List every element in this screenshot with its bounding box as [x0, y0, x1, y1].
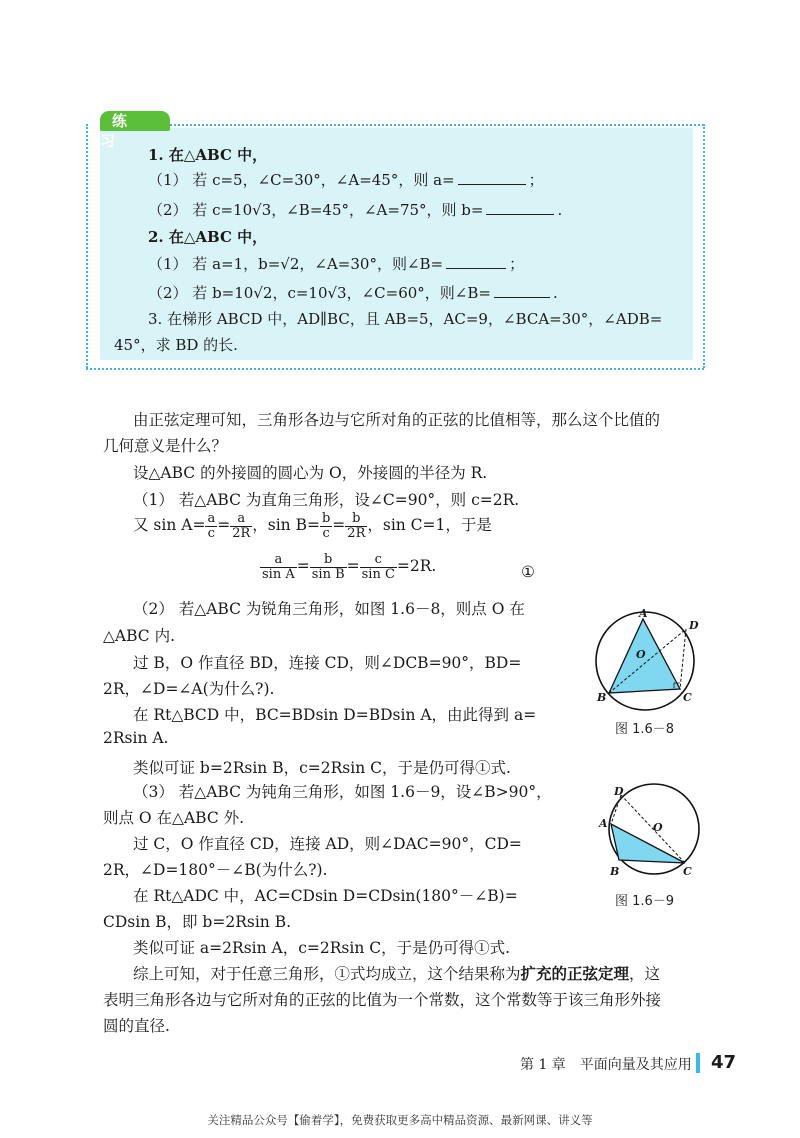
label-a: A — [639, 608, 648, 620]
figure-1-6-9 — [595, 782, 715, 882]
figure-1-6-8-caption: 图 1.6－8 — [615, 722, 675, 737]
practice-q2-1 — [148, 253, 524, 274]
para-5-line-2: △ABC 内. — [103, 627, 176, 645]
fraction-numerator: a — [260, 553, 297, 568]
fraction-denominator: sin C — [361, 566, 395, 582]
triangle-abc — [611, 824, 685, 863]
equation-1 — [260, 553, 436, 581]
para-13-tail: ，这 — [629, 965, 661, 983]
label-c: C — [683, 865, 692, 878]
fraction-denominator: c — [207, 525, 215, 541]
practice-q1-2 — [148, 199, 562, 220]
para-2: 设△ABC 的外接圆的圆心为 O，外接圆的半径为 R. — [133, 464, 488, 482]
fraction — [320, 512, 332, 540]
practice-q1-1-end: ； — [528, 171, 544, 189]
fraction-denominator: sin A — [262, 566, 295, 582]
fraction — [310, 553, 347, 581]
para-13-line-2: 表明三角形各边与它所对角的正弦的比值为一个常数，这个常数等于该三角形外接 — [103, 991, 662, 1009]
page-number: 47 — [711, 1052, 737, 1073]
practice-q2-2 — [148, 282, 558, 303]
chapter-title: 第 1 章 平面向量及其应用 — [520, 1057, 692, 1073]
fraction — [345, 512, 367, 540]
fraction — [360, 553, 397, 581]
figure-1-6-8 — [590, 608, 720, 718]
para-4-lead: 又 sin A= — [133, 516, 206, 535]
practice-q1-2-end: . — [557, 201, 563, 219]
practice-top-border — [170, 124, 704, 126]
answer-blank[interactable] — [486, 200, 554, 215]
para-4 — [133, 512, 492, 540]
para-10-line-2: 2R，∠D=180°－∠B(为什么?). — [103, 861, 328, 879]
fraction-numerator: b — [321, 511, 331, 526]
segment-cd — [680, 629, 686, 689]
practice-bottom-border — [86, 368, 704, 370]
label-o: O — [653, 821, 663, 834]
label-b: B — [610, 865, 620, 878]
practice-left-border — [86, 124, 88, 368]
practice-q1-1 — [148, 169, 544, 190]
para-4-sinb: ，sin B= — [252, 516, 320, 535]
practice-q2-2-text: （2） 若 b=10√2，c=10√3，∠C=60°，则∠B= — [148, 284, 491, 302]
para-8: 类似可证 b=2Rsin B，c=2Rsin C，于是仍可得①式. — [133, 759, 511, 777]
fraction-denominator: 2R — [232, 525, 251, 541]
answer-blank[interactable] — [446, 254, 506, 269]
para-1-line-2: 几何意义是什么？ — [103, 437, 228, 455]
equals: = — [296, 557, 310, 576]
fraction — [230, 512, 252, 540]
answer-blank[interactable] — [494, 283, 550, 298]
para-11-line-2: CDsin B，即 b=2Rsin B. — [103, 913, 292, 931]
para-10-line-1: 过 C，O 作直径 CD，连接 AD，则∠DAC=90°，CD= — [133, 835, 522, 853]
fraction — [205, 512, 217, 540]
practice-q2-2-end: . — [552, 284, 558, 302]
label-a: A — [599, 817, 608, 830]
fraction-numerator: a — [230, 512, 252, 527]
para-13-lead: 综上可知，对于任意三角形，①式均成立，这个结果称为 — [133, 965, 521, 983]
watermark-notice: 关注精品公众号【偷着学】，免费获取更多高中精品资源、最新网课、讲义等 — [207, 1113, 593, 1127]
practice-q3-line2: 45°，求 BD 的长. — [114, 336, 238, 354]
equation-marker: ① — [521, 563, 535, 581]
para-13-line-1 — [133, 962, 660, 984]
fraction-numerator: c — [360, 553, 397, 568]
figure-1-6-9-caption: 图 1.6－9 — [615, 894, 675, 909]
practice-q3-line1: 3. 在梯形 ABCD 中，AD∥BC，且 AB=5，AC=9，∠BCA=30°，∠ADB= — [148, 310, 663, 328]
equation-end: =2R. — [396, 557, 437, 576]
practice-q2-1-end: ； — [509, 255, 525, 273]
answer-blank[interactable] — [458, 170, 526, 185]
para-9-line-2: 则点 O 在△ABC 外. — [103, 809, 245, 827]
practice-q1-2-text: （2） 若 c=10√3，∠B=45°，∠A=75°，则 b= — [148, 201, 484, 219]
para-11-line-1: 在 Rt△ADC 中，AC=CDsin D=CDsin(180°－∠B)= — [133, 887, 518, 905]
practice-q1: 1. 在△ABC 中， — [148, 146, 268, 164]
para-13-line-3: 圆的直径. — [103, 1017, 170, 1035]
equals: = — [346, 557, 360, 576]
para-1-line-1: 由正弦定理可知，三角形各边与它所对角的正弦的比值相等，那么这个比值的 — [133, 411, 661, 429]
para-7-line-1: 在 Rt△BCD 中，BC=BDsin D=BDsin A，由此得到 a= — [133, 706, 537, 724]
para-7-line-2: 2Rsin A. — [103, 729, 169, 747]
fraction-numerator: b — [310, 553, 347, 568]
label-c: C — [683, 691, 692, 704]
label-o: O — [636, 648, 646, 661]
equals: = — [332, 516, 346, 535]
fraction-denominator: sin B — [311, 566, 345, 582]
chapter-divider — [696, 1053, 700, 1073]
fraction-numerator: a — [207, 511, 216, 526]
key-term: 扩充的正弦定理 — [520, 965, 630, 983]
label-d: D — [689, 619, 699, 632]
fraction — [260, 553, 297, 581]
para-4-tail: ，sin C=1，于是 — [367, 516, 492, 535]
para-6-line-1: 过 B，O 作直径 BD，连接 CD，则∠DCB=90°，BD= — [133, 654, 522, 672]
para-6-line-2: 2R，∠D=∠A(为什么?). — [103, 680, 275, 698]
fraction-numerator: b — [345, 512, 367, 527]
para-9-line-1: （3） 若△ABC 为钝角三角形，如图 1.6－9，设∠B>90°， — [133, 783, 552, 801]
equals: = — [217, 516, 231, 535]
para-5-line-1: （2） 若△ABC 为锐角三角形，如图 1.6－8，则点 O 在 — [133, 600, 525, 618]
practice-q1-1-text: （1） 若 c=5，∠C=30°，∠A=45°，则 a= — [148, 171, 455, 189]
para-3: （1） 若△ABC 为直角三角形，设∠C=90°，则 c=2R. — [133, 491, 520, 509]
fraction-denominator: 2R — [347, 525, 366, 541]
label-d: D — [614, 785, 624, 798]
practice-q2-1-text: （1） 若 a=1，b=√2，∠A=30°，则∠B= — [148, 255, 444, 273]
practice-q2: 2. 在△ABC 中， — [148, 228, 268, 246]
label-b: B — [597, 691, 607, 704]
practice-right-border — [703, 124, 705, 368]
fraction-denominator: c — [322, 525, 330, 541]
para-12: 类似可证 a=2Rsin A，c=2Rsin C，于是仍可得①式. — [133, 939, 511, 957]
practice-title-tab: 练 习 — [100, 111, 170, 131]
